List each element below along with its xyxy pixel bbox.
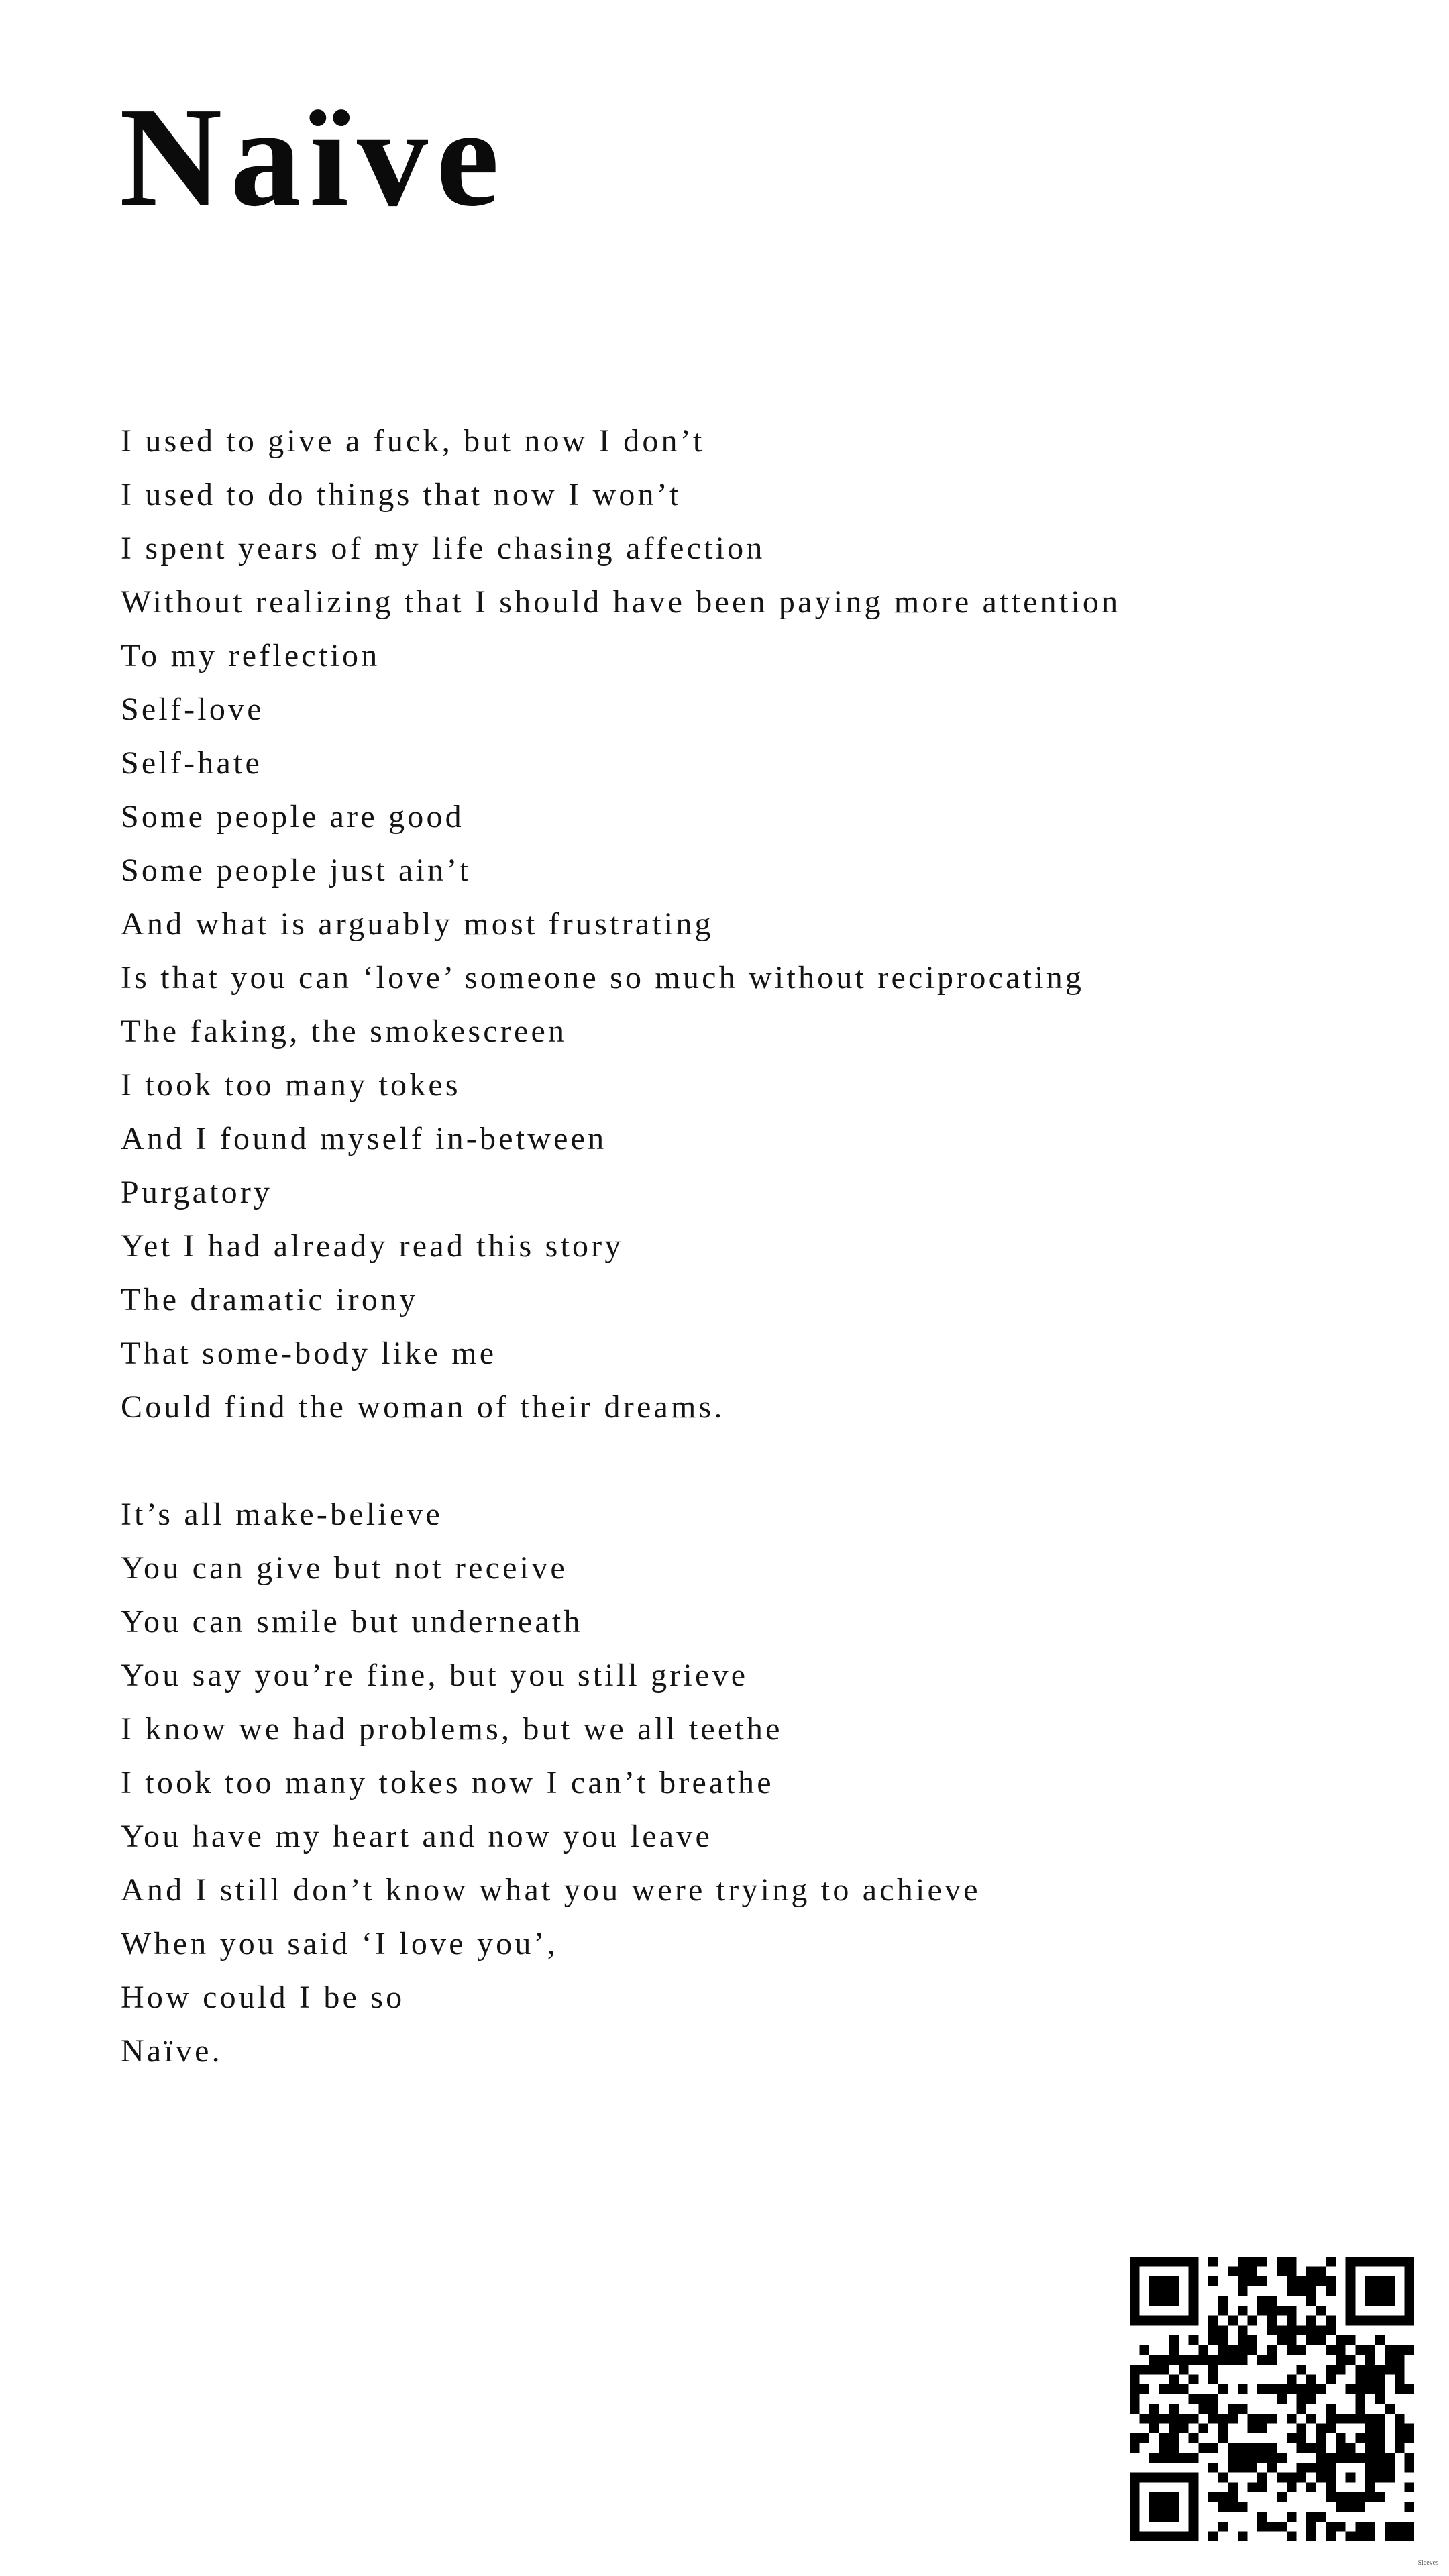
qr-code-graphic [1130,2257,1414,2541]
stanza-2 [121,1488,1301,2078]
poem-line: I took too many tokes [121,1067,461,1103]
poem-line: It’s all make-believe [121,1497,443,1532]
poem-line: Yet I had already read this story [121,1228,624,1264]
stanza-1 [121,415,1301,1434]
poem-line: Some people are good [121,799,464,835]
poem-line: And I still don’t know what you were trying to achieve [121,1872,981,1908]
poem-line: Some people just ain’t [121,853,472,888]
poem-line: Purgatory [121,1175,273,1210]
poem-line: I know we had problems, but we all teethe [121,1711,783,1747]
qr-code-icon[interactable] [1130,2257,1414,2541]
poem-title: Naïve [119,78,508,235]
poem-body [121,415,1301,2078]
poem-line: And I found myself in-between [121,1121,607,1157]
poem-line: I took too many tokes now I can’t breathe [121,1765,774,1801]
poem-line: Without realizing that I should have been paying more attention [121,584,1121,620]
poem-line: Self-love [121,692,264,727]
poem-line: Naïve. [121,2033,223,2069]
poem-line: When you said ‘I love you’, [121,1926,558,1962]
poem-line: You say you’re fine, but you still grieve [121,1658,749,1693]
poem-line: The faking, the smokescreen [121,1014,568,1049]
signature: Sleeves [1417,2559,1438,2567]
poem-line: I used to do things that now I won’t [121,477,682,513]
poem-line: Could find the woman of their dreams. [121,1389,725,1425]
poem-line: You have my heart and now you leave [121,1819,712,1854]
poem-line: You can smile but underneath [121,1604,583,1640]
poem-line: I used to give a fuck, but now I don’t [121,423,705,459]
poem-line: I spent years of my life chasing affection [121,531,765,566]
poem-line: And what is arguably most frustrating [121,906,714,942]
poem-line: The dramatic irony [121,1282,419,1318]
poem-line: How could I be so [121,1980,405,2015]
poem-line: Self-hate [121,745,263,781]
poem-line: To my reflection [121,638,380,674]
poem-line: That some-body like me [121,1336,497,1371]
poem-line: Is that you can ‘love’ someone so much without reciprocating [121,960,1085,996]
poem-line: You can give but not receive [121,1550,568,1586]
